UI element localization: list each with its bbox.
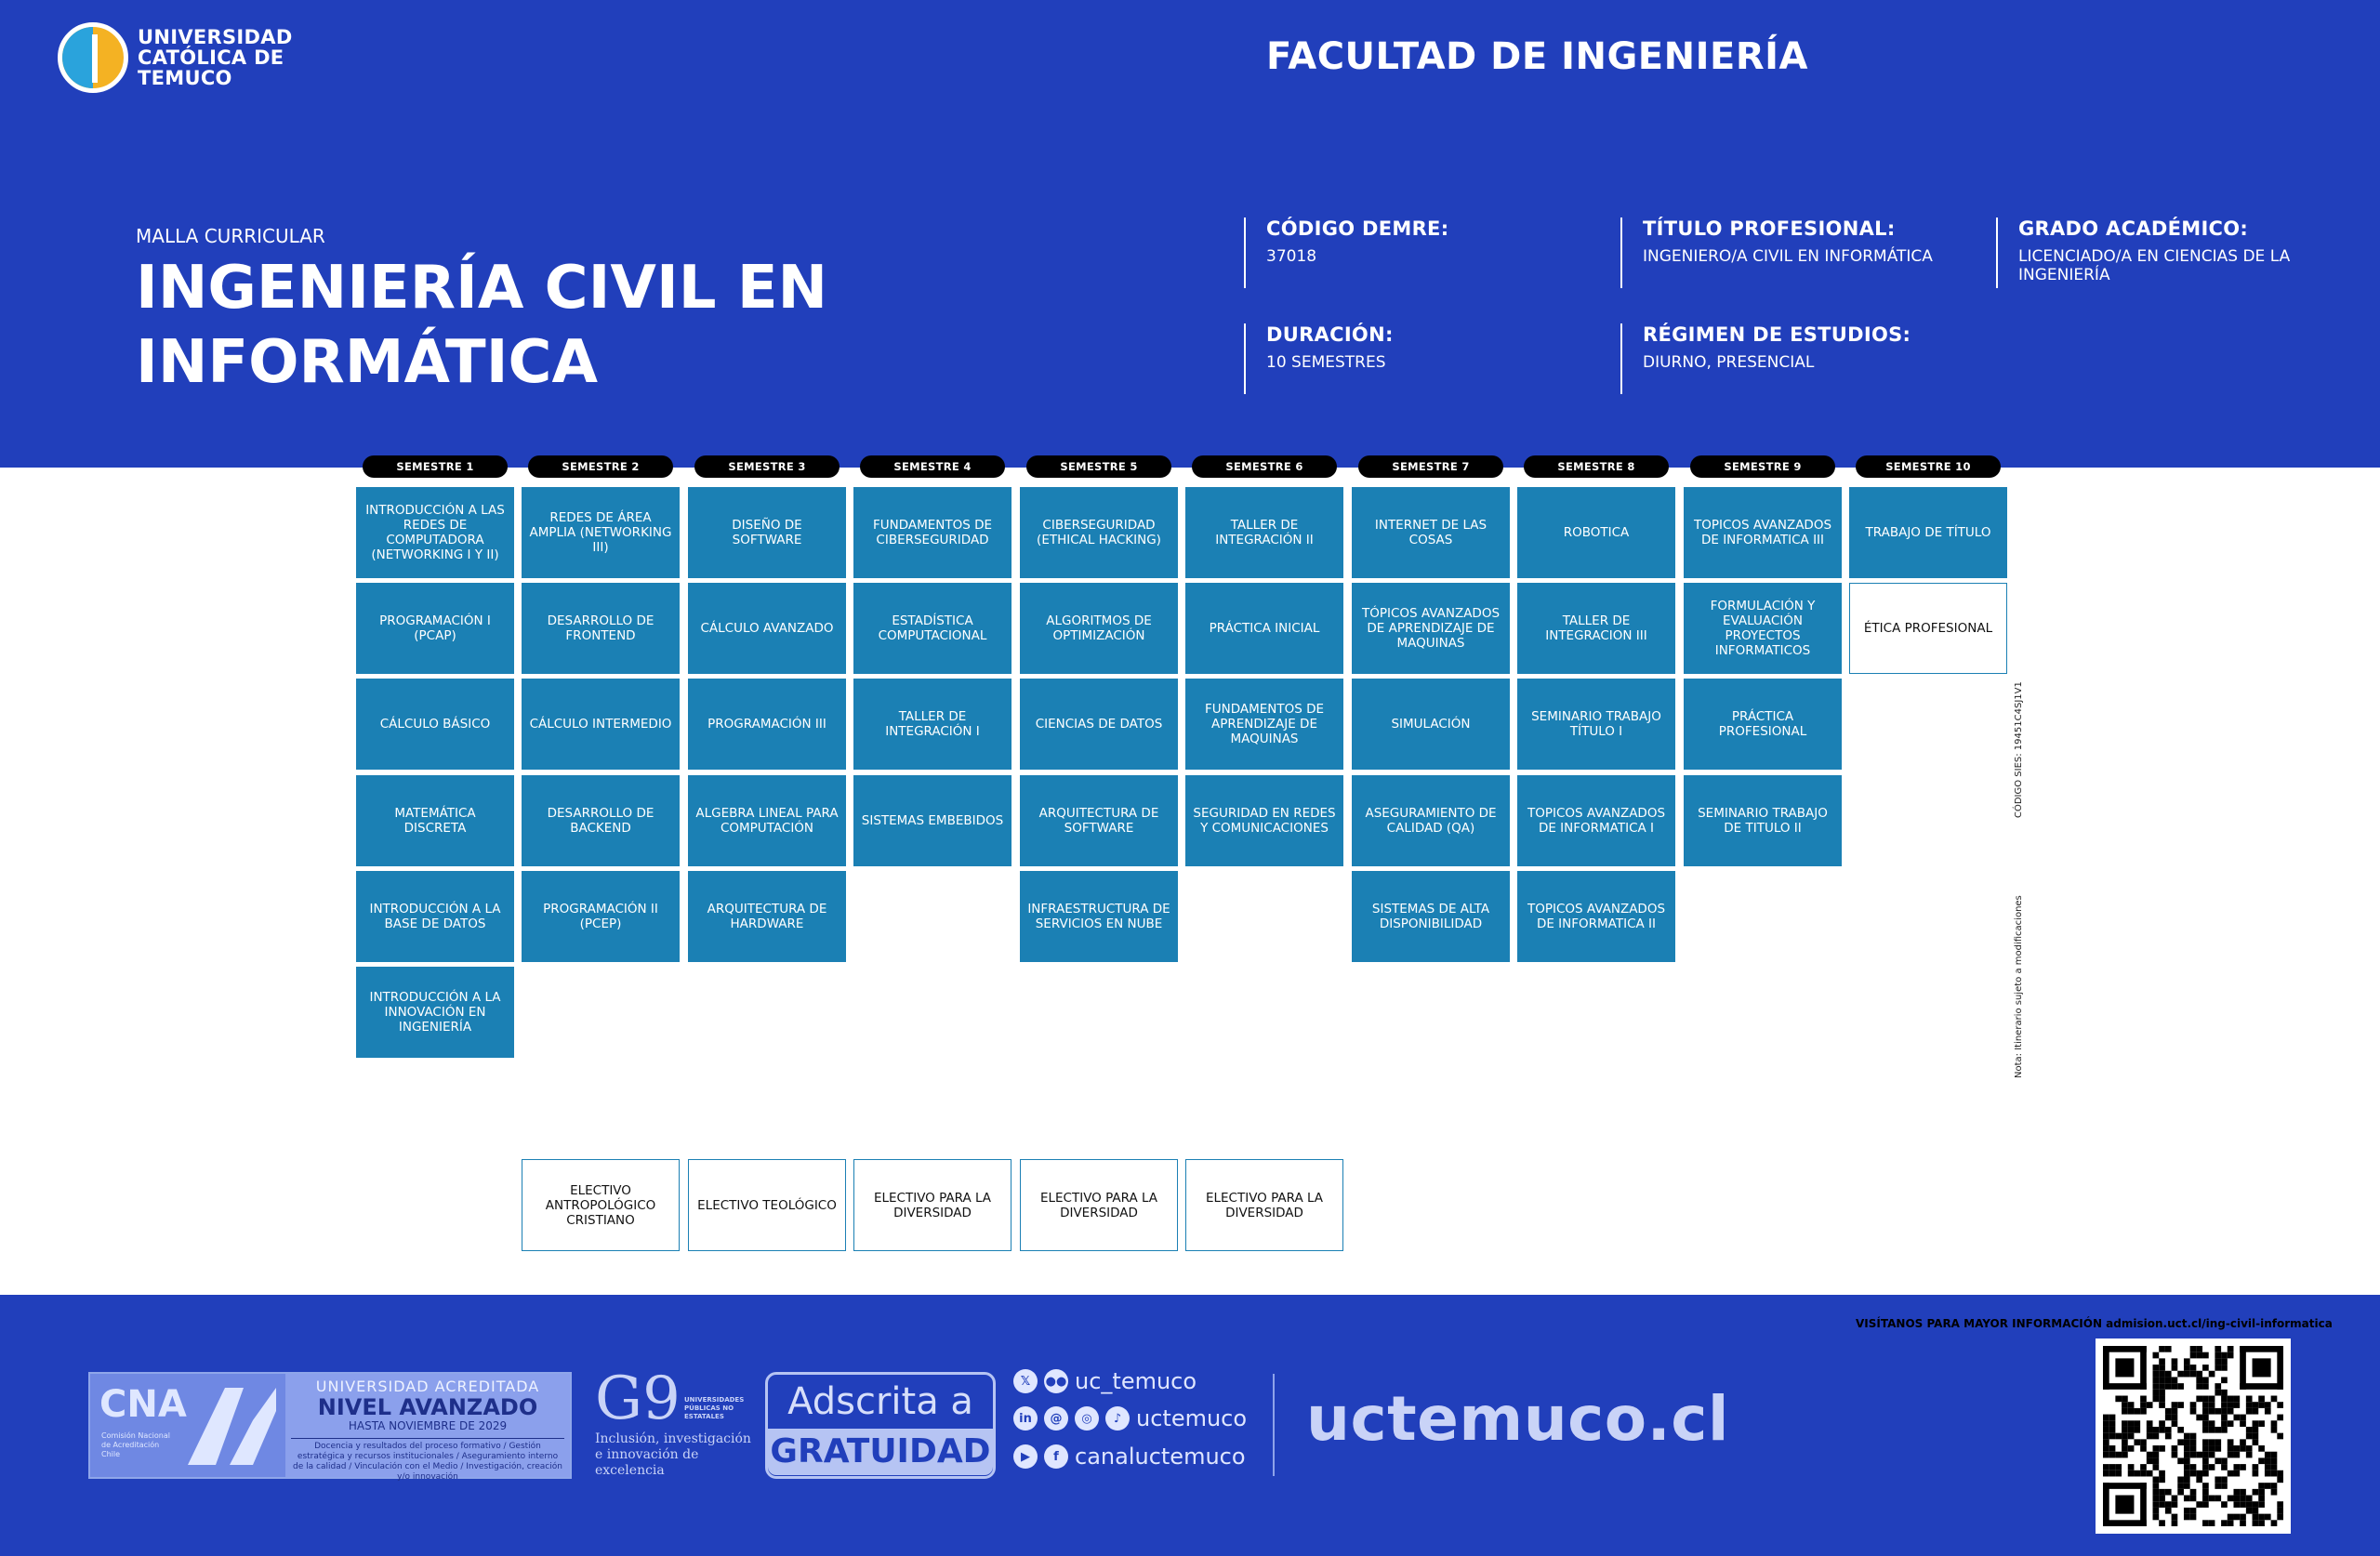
cna-line-1: UNIVERSIDAD ACREDITADA — [315, 1378, 540, 1395]
course-box[interactable]: INTRODUCCIÓN A LA INNOVACIÓN EN INGENIERÍA — [356, 967, 514, 1058]
duracion-label: DURACIÓN: — [1266, 323, 1394, 346]
semester-header: SEMESTRE 1 — [363, 455, 508, 478]
university-name-line-2: CATÓLICA DE — [138, 46, 284, 69]
website-link[interactable]: uctemuco.cl — [1306, 1383, 1729, 1455]
course-box[interactable]: CÁLCULO BÁSICO — [356, 679, 514, 770]
flickr-icon[interactable]: ●● — [1044, 1369, 1068, 1393]
cna-logo-block — [90, 1374, 285, 1477]
faculty-title: FACULTAD DE INGENIERÍA — [1266, 35, 1808, 78]
course-box[interactable]: ARQUITECTURA DE HARDWARE — [688, 871, 846, 962]
cna-mark-icon — [188, 1383, 276, 1467]
semester-header: SEMESTRE 5 — [1026, 455, 1171, 478]
course-box[interactable]: TALLER DE INTEGRACION III — [1517, 583, 1675, 674]
career-title-line-1: INGENIERÍA CIVIL EN — [136, 254, 828, 323]
course-box[interactable]: CÁLCULO AVANZADO — [688, 583, 846, 674]
course-box[interactable]: FUNDAMENTOS DE CIBERSEGURIDAD — [853, 487, 1012, 578]
course-box[interactable]: TRABAJO DE TÍTULO — [1849, 487, 2007, 578]
gratuidad-line-1: Adscrita a — [787, 1380, 973, 1423]
linkedin-icon[interactable]: in — [1013, 1406, 1038, 1431]
semester-header: SEMESTRE 2 — [528, 455, 673, 478]
g9-logo — [595, 1366, 762, 1479]
elective-box[interactable]: ELECTIVO PARA LA DIVERSIDAD — [853, 1159, 1012, 1251]
g9-subtitle: UNIVERSIDADES PÚBLICAS NO ESTATALES — [684, 1396, 745, 1420]
info-duracion — [1244, 323, 1597, 394]
career-title — [136, 251, 972, 400]
course-box[interactable]: SEMINARIO TRABAJO DE TITULO II — [1684, 775, 1842, 866]
course-box[interactable]: SIMULACIÓN — [1352, 679, 1510, 770]
uct-logo-icon — [58, 22, 128, 93]
grado-value: LICENCIADO/A EN CIENCIAS DE LA INGENIERÍA — [2018, 247, 2291, 284]
course-box[interactable]: TALLER DE INTEGRACIÓN II — [1185, 487, 1343, 578]
course-box[interactable]: ARQUITECTURA DE SOFTWARE — [1020, 775, 1178, 866]
course-box[interactable]: DESARROLLO DE BACKEND — [522, 775, 680, 866]
sies-code-note: CÓDIGO SIES: 19451C4SJ1V1 — [2014, 681, 2024, 818]
cna-subtitle: Comisión Nacional de Acreditación Chile — [101, 1431, 170, 1458]
course-box[interactable]: ALGEBRA LINEAL PARA COMPUTACIÓN — [688, 775, 846, 866]
semester-header: SEMESTRE 3 — [694, 455, 840, 478]
semester-header: SEMESTRE 10 — [1856, 455, 2001, 478]
cna-text-block — [285, 1374, 570, 1482]
cna-line-2: NIVEL AVANZADO — [317, 1394, 538, 1420]
course-box[interactable]: INFRAESTRUCTURA DE SERVICIOS EN NUBE — [1020, 871, 1178, 962]
course-box[interactable]: DISEÑO DE SOFTWARE — [688, 487, 846, 578]
course-box[interactable]: ASEGURAMIENTO DE CALIDAD (QA) — [1352, 775, 1510, 866]
info-grado — [1996, 218, 2340, 288]
course-box[interactable]: TOPICOS AVANZADOS DE INFORMATICA III — [1684, 487, 1842, 578]
codigo-value: 37018 — [1266, 247, 1317, 266]
regimen-value: DIURNO, PRESENCIAL — [1643, 353, 1815, 372]
titulo-value: INGENIERO/A CIVIL EN INFORMÁTICA — [1643, 247, 1933, 266]
info-titulo — [1620, 218, 1983, 288]
course-box[interactable]: FUNDAMENTOS DE APRENDIZAJE DE MAQUINAS — [1185, 679, 1343, 770]
social-handle-x[interactable]: uc_temuco — [1075, 1368, 1197, 1394]
cna-line-3: HASTA NOVIEMBRE DE 2029 — [348, 1419, 508, 1432]
course-box[interactable]: TOPICOS AVANZADOS DE INFORMATICA I — [1517, 775, 1675, 866]
course-box[interactable]: SEMINARIO TRABAJO TÍTULO I — [1517, 679, 1675, 770]
university-name — [138, 27, 293, 88]
elective-box[interactable]: ELECTIVO PARA LA DIVERSIDAD — [1020, 1159, 1178, 1251]
course-box[interactable]: SISTEMAS DE ALTA DISPONIBILIDAD — [1352, 871, 1510, 962]
course-box[interactable]: FORMULACIÓN Y EVALUACIÓN PROYECTOS INFORMATICOS — [1684, 583, 1842, 674]
course-box[interactable]: PRÁCTICA INICIAL — [1185, 583, 1343, 674]
info-regimen — [1620, 323, 1983, 394]
course-box[interactable]: CIENCIAS DE DATOS — [1020, 679, 1178, 770]
elective-box[interactable]: ELECTIVO TEOLÓGICO — [688, 1159, 846, 1251]
course-box[interactable]: INTERNET DE LAS COSAS — [1352, 487, 1510, 578]
x-icon[interactable]: 𝕏 — [1013, 1369, 1038, 1393]
itinerary-note: Nota: Itinerario sujeto a modificaciones — [2014, 895, 2024, 1078]
university-logo[interactable] — [58, 22, 293, 93]
course-box[interactable]: INTRODUCCIÓN A LA BASE DE DATOS — [356, 871, 514, 962]
course-box[interactable]: TÓPICOS AVANZADOS DE APRENDIZAJE DE MAQUINAS — [1352, 583, 1510, 674]
footer-divider — [1273, 1374, 1275, 1476]
semester-header: SEMESTRE 9 — [1690, 455, 1835, 478]
semester-header: SEMESTRE 4 — [860, 455, 1005, 478]
course-box[interactable]: PRÁCTICA PROFESIONAL — [1684, 679, 1842, 770]
social-row-yt[interactable] — [1013, 1444, 1246, 1470]
course-box[interactable]: ESTADÍSTICA COMPUTACIONAL — [853, 583, 1012, 674]
g9-logo-text: G9 — [595, 1365, 681, 1433]
course-box[interactable]: INTRODUCCIÓN A LAS REDES DE COMPUTADORA (NETWORKING I Y II) — [356, 487, 514, 578]
social-row-main[interactable] — [1013, 1405, 1247, 1431]
tiktok-icon[interactable]: ♪ — [1105, 1406, 1130, 1431]
gratuidad-line-2: GRATUIDAD — [768, 1429, 993, 1475]
qr-code[interactable] — [2096, 1338, 2291, 1534]
elective-box[interactable]: ELECTIVO PARA LA DIVERSIDAD — [1185, 1159, 1343, 1251]
instagram-icon[interactable]: ◎ — [1075, 1406, 1099, 1431]
course-box[interactable]: DESARROLLO DE FRONTEND — [522, 583, 680, 674]
cna-line-4: Docencia y resultados del proceso formativo / Gestión estratégica y recursos institucionales / Aseguramiento interno de la calidad / Vinculación con el Medio / Investigación, creación y/o innovación — [291, 1438, 564, 1483]
cna-accreditation-badge — [88, 1372, 572, 1482]
course-box[interactable]: SEGURIDAD EN REDES Y COMUNICACIONES — [1185, 775, 1343, 866]
grado-label: GRADO ACADÉMICO: — [2018, 218, 2249, 240]
threads-icon[interactable]: @ — [1044, 1406, 1068, 1431]
semester-header: SEMESTRE 8 — [1524, 455, 1669, 478]
codigo-label: CÓDIGO DEMRE: — [1266, 218, 1449, 240]
course-box[interactable]: PROGRAMACIÓN II (PCEP) — [522, 871, 680, 962]
university-name-line-3: TEMUCO — [138, 67, 232, 89]
course-box[interactable]: TOPICOS AVANZADOS DE INFORMATICA II — [1517, 871, 1675, 962]
course-box[interactable]: ALGORITMOS DE OPTIMIZACIÓN — [1020, 583, 1178, 674]
semester-header: SEMESTRE 6 — [1192, 455, 1337, 478]
duracion-value: 10 SEMESTRES — [1266, 353, 1386, 372]
semester-header: SEMESTRE 7 — [1358, 455, 1503, 478]
course-box[interactable]: REDES DE ÁREA AMPLIA (NETWORKING III) — [522, 487, 680, 578]
info-codigo — [1244, 218, 1597, 288]
youtube-icon[interactable]: ▶ — [1013, 1444, 1038, 1469]
course-box[interactable]: ÉTICA PROFESIONAL — [1849, 583, 2007, 674]
elective-box[interactable]: ELECTIVO ANTROPOLÓGICO CRISTIANO — [522, 1159, 680, 1251]
career-title-line-2: INFORMÁTICA — [136, 328, 598, 397]
course-box[interactable]: CÁLCULO INTERMEDIO — [522, 679, 680, 770]
cna-logo-text: CNA — [99, 1383, 187, 1426]
header-banner — [0, 0, 2380, 468]
facebook-icon[interactable]: f — [1044, 1444, 1068, 1469]
course-box[interactable]: ROBOTICA — [1517, 487, 1675, 578]
social-handle-main[interactable]: uctemuco — [1136, 1405, 1248, 1431]
course-box[interactable]: TALLER DE INTEGRACIÓN I — [853, 679, 1012, 770]
malla-label: MALLA CURRICULAR — [136, 225, 325, 247]
social-row-x[interactable] — [1013, 1368, 1197, 1394]
course-box[interactable]: CIBERSEGURIDAD (ETHICAL HACKING) — [1020, 487, 1178, 578]
course-box[interactable]: SISTEMAS EMBEBIDOS — [853, 775, 1012, 866]
visit-info-text[interactable]: VISÍTANOS PARA MAYOR INFORMACIÓN admision.uct.cl/ing-civil-informatica — [1856, 1317, 2333, 1330]
g9-tagline: Inclusión, investigación e innovación de excelencia — [595, 1431, 751, 1478]
social-handle-yt[interactable]: canaluctemuco — [1075, 1444, 1246, 1470]
course-box[interactable]: PROGRAMACIÓN III — [688, 679, 846, 770]
gratuidad-badge — [765, 1372, 996, 1479]
regimen-label: RÉGIMEN DE ESTUDIOS: — [1643, 323, 1911, 346]
course-box[interactable]: MATEMÁTICA DISCRETA — [356, 775, 514, 866]
university-name-line-1: UNIVERSIDAD — [138, 26, 293, 48]
course-box[interactable]: PROGRAMACIÓN I (PCAP) — [356, 583, 514, 674]
qr-code-icon — [2103, 1346, 2283, 1526]
titulo-label: TÍTULO PROFESIONAL: — [1643, 218, 1896, 240]
